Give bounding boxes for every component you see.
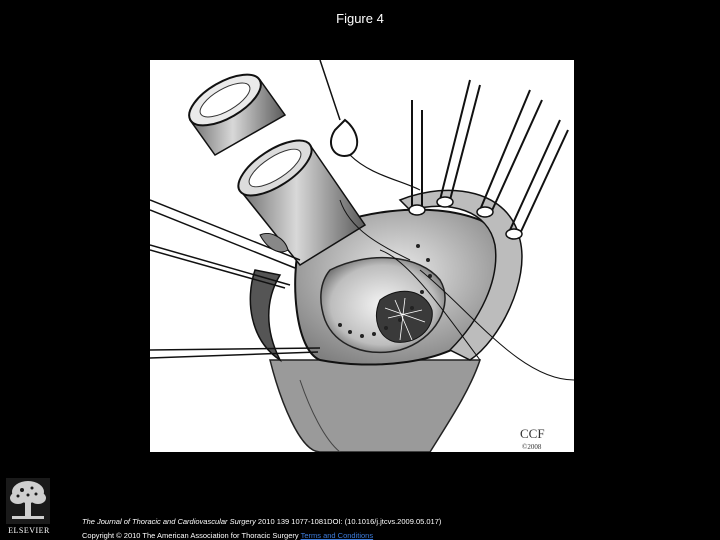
citation-line-1 [82, 515, 712, 529]
figure-title: Figure 4 [336, 11, 384, 26]
illustration-drawing [150, 60, 574, 452]
copyright-text: Copyright © 2010 The American Association for Thoracic Surgery [82, 531, 301, 540]
publisher-name: ELSEVIER [8, 526, 50, 535]
citation-line-2 [82, 529, 712, 540]
citation-details: 2010 139 1077-1081DOI: (10.1016/j.jtcvs.2009.05.017) [255, 517, 442, 526]
surgical-illustration [150, 60, 574, 452]
terms-and-conditions-link[interactable]: Terms and Conditions [300, 531, 374, 540]
journal-name: The Journal of Thoracic and Cardiovascular Surgery [82, 517, 256, 526]
citation-block [82, 515, 712, 540]
artist-year: ©2008 [522, 443, 542, 451]
artist-mark: CCF [520, 426, 545, 441]
